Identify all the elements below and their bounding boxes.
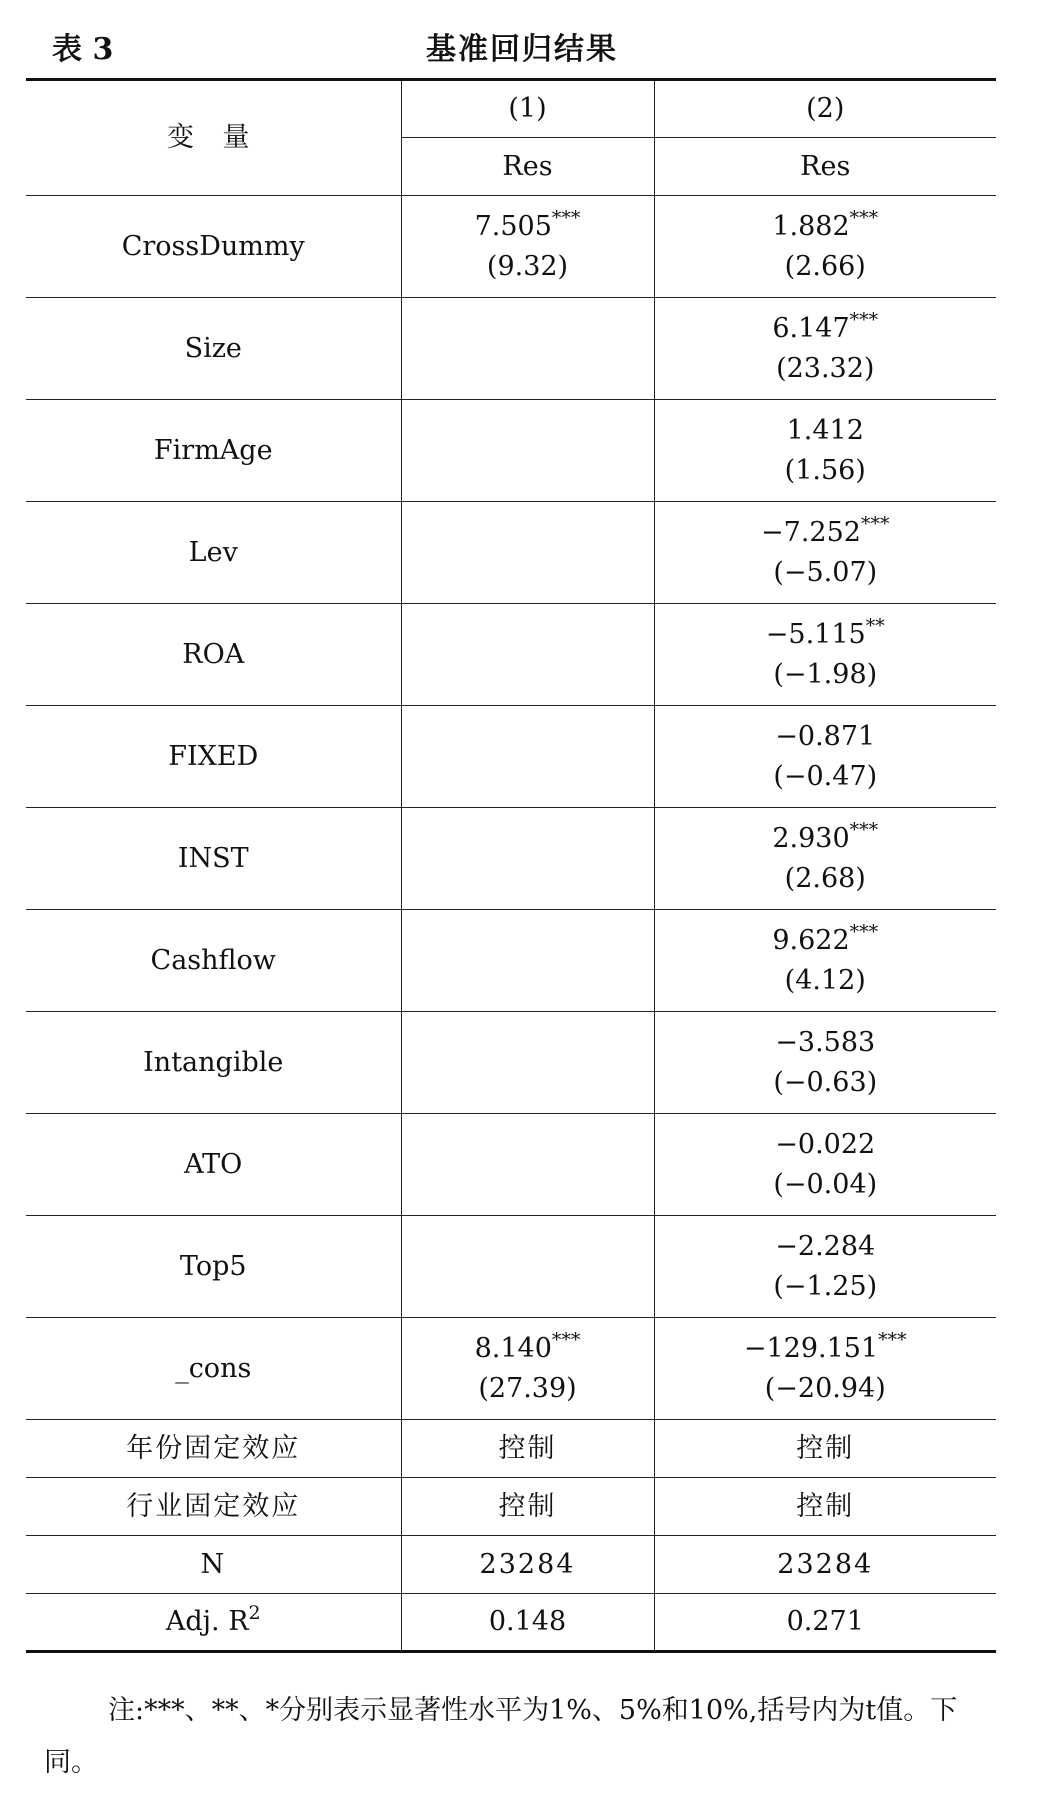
variable-name: FIXED — [26, 706, 401, 808]
coef-c2 — [654, 298, 996, 400]
coef-row — [26, 910, 996, 1012]
t-value: (−20.94) — [764, 1372, 886, 1404]
coef-c2 — [654, 706, 996, 808]
t-value: (4.12) — [784, 964, 866, 996]
variable-name: Intangible — [26, 1012, 401, 1114]
adj-r2-label: Adj. $R^2$ — [26, 1594, 401, 1652]
coef-row — [26, 196, 996, 298]
coefficient: −0.871 — [775, 720, 876, 752]
t-value: (2.68) — [784, 862, 866, 894]
coef-row — [26, 1318, 996, 1420]
t-value: (−1.98) — [773, 658, 878, 690]
summary-label: 行业固定效应 — [26, 1478, 401, 1536]
coef-c1 — [401, 706, 654, 808]
summary-col2: 控制 — [654, 1478, 996, 1536]
t-value: (−0.47) — [773, 760, 878, 792]
summary-col2: 控制 — [654, 1420, 996, 1478]
coef-c2 — [654, 604, 996, 706]
coef-row — [26, 604, 996, 706]
coef-c1 — [401, 1012, 654, 1114]
coef-row — [26, 502, 996, 604]
significance-stars: *** — [551, 1328, 581, 1351]
coef-row — [26, 808, 996, 910]
coef-c2 — [654, 1216, 996, 1318]
coefficient: 8.140*** — [474, 1328, 581, 1364]
t-value: (−0.63) — [773, 1066, 878, 1098]
coefficient: −5.115** — [765, 614, 885, 650]
coefficient: 2.930*** — [772, 818, 879, 854]
variable-name: Cashflow — [26, 910, 401, 1012]
significance-stars: *** — [849, 818, 879, 841]
significance-stars: *** — [860, 512, 890, 535]
coefficient: −2.284 — [775, 1230, 876, 1262]
coef-c1 — [401, 196, 654, 298]
adj-r2-row — [26, 1594, 996, 1652]
significance-stars: *** — [849, 308, 879, 331]
variable-name: Top5 — [26, 1216, 401, 1318]
header-dep1: Res — [401, 138, 654, 196]
significance-stars: *** — [878, 1328, 907, 1351]
adj-r2-col2: 0.271 — [654, 1594, 996, 1652]
significance-stars: *** — [849, 206, 879, 229]
coef-c1 — [401, 400, 654, 502]
variable-name: Size — [26, 298, 401, 400]
summary-label: N — [26, 1536, 401, 1594]
coefficient: 1.412 — [786, 414, 864, 446]
t-value: (2.66) — [784, 250, 866, 282]
significance-stars: *** — [551, 206, 581, 229]
t-value: (9.32) — [486, 250, 569, 282]
variable-name: FirmAge — [26, 400, 401, 502]
coefficient: −3.583 — [775, 1026, 876, 1058]
coef-c2 — [654, 1012, 996, 1114]
coef-c2 — [654, 1114, 996, 1216]
t-value: (−1.25) — [773, 1270, 878, 1302]
table-caption — [52, 18, 992, 66]
coef-c2 — [654, 808, 996, 910]
coef-row — [26, 1012, 996, 1114]
coef-c1 — [401, 502, 654, 604]
summary-label: 年份固定效应 — [26, 1420, 401, 1478]
variable-name: Lev — [26, 502, 401, 604]
variable-name: ROA — [26, 604, 401, 706]
summary-col1: 控制 — [401, 1420, 654, 1478]
header-col1: (1) — [401, 80, 654, 138]
coefficient: 9.622*** — [772, 920, 879, 956]
coef-row — [26, 298, 996, 400]
coef-c1 — [401, 1114, 654, 1216]
summary-col1: 控制 — [401, 1478, 654, 1536]
coef-c2 — [654, 196, 996, 298]
summary-row — [26, 1420, 996, 1478]
coefficient: 6.147*** — [772, 308, 879, 344]
t-value: (−0.04) — [773, 1168, 878, 1200]
coef-c1 — [401, 604, 654, 706]
summary-col1: 23284 — [401, 1536, 654, 1594]
coef-c1 — [401, 1216, 654, 1318]
coefficient: −7.252*** — [761, 512, 890, 548]
coef-c1 — [401, 808, 654, 910]
summary-row — [26, 1478, 996, 1536]
coefficient: −129.151*** — [743, 1328, 907, 1364]
coef-row — [26, 400, 996, 502]
summary-row — [26, 1536, 996, 1594]
variable-name: INST — [26, 808, 401, 910]
coefficient: 7.505*** — [474, 206, 581, 242]
t-value: (23.32) — [776, 352, 875, 384]
coef-c2 — [654, 400, 996, 502]
coef-c1 — [401, 1318, 654, 1420]
coef-row — [26, 1114, 996, 1216]
regression-table — [26, 78, 996, 1653]
header-row-1 — [26, 80, 996, 138]
table-title: 基准回归结果 — [426, 32, 618, 67]
coefficient: 1.882*** — [772, 206, 879, 242]
coefficient: −0.022 — [775, 1128, 876, 1160]
t-value: (1.56) — [784, 454, 866, 486]
adj-r2-col1: 0.148 — [401, 1594, 654, 1652]
header-dep2: Res — [654, 138, 996, 196]
coef-row — [26, 1216, 996, 1318]
variable-name: ATO — [26, 1114, 401, 1216]
table-note: 注:***、**、*分别表示显著性水平为1%、5%和10%,括号内为t值。下同。 — [44, 1695, 958, 1778]
coef-c1 — [401, 910, 654, 1012]
summary-col2: 23284 — [654, 1536, 996, 1594]
variable-name: _cons — [26, 1318, 401, 1420]
t-value: (27.39) — [478, 1372, 577, 1404]
header-col2: (2) — [654, 80, 996, 138]
coef-c1 — [401, 298, 654, 400]
coef-c2 — [654, 502, 996, 604]
coef-c2 — [654, 910, 996, 1012]
t-value: (−5.07) — [773, 556, 878, 588]
coef-row — [26, 706, 996, 808]
significance-stars: *** — [849, 920, 879, 943]
coef-c2 — [654, 1318, 996, 1420]
table-number: 表 3 — [52, 32, 114, 67]
header-variable: 变 量 — [26, 80, 401, 196]
significance-stars: ** — [865, 614, 885, 637]
variable-name: CrossDummy — [26, 196, 401, 298]
